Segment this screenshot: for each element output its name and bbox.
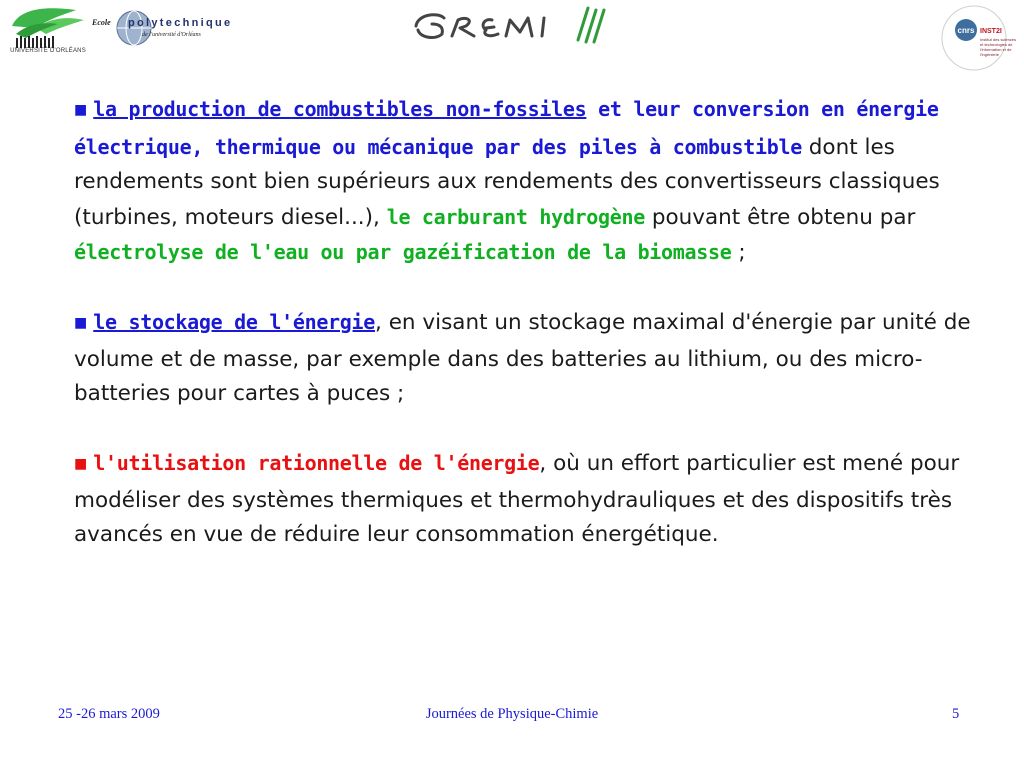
footer-event: Journées de Physique-Chimie [425, 706, 599, 722]
link-production[interactable]: la production de combustibles non-fossiles [93, 97, 587, 121]
footer-date: 25 -26 mars 2009 [58, 706, 160, 722]
cnrs-inst-sub: Institut des sciences et technologies de l'information et de l'ingénierie [980, 37, 1017, 57]
emph-utilisation: l'utilisation rationnelle de l'énergie [93, 451, 540, 475]
bullet-icon: ■ [74, 456, 88, 472]
footer-page-number: 5 [952, 706, 960, 722]
emph-electrolyse: électrolyse de l'eau ou par gazéification de la biomasse [74, 240, 732, 264]
university-logo [6, 4, 90, 62]
emph-hydrogene: le carburant hydrogène [386, 204, 646, 229]
polytech-sub: de l'université d'Orléans [142, 32, 201, 38]
polytech-word: polytechnique [128, 17, 233, 29]
cnrs-inst: INST2I [980, 28, 1002, 35]
text-rendements: dont les rendements sont bien supérieurs aux rendements des convertisseurs classiques (turbines, moteurs diesel...), [74, 134, 940, 230]
paragraph-utilisation [74, 446, 974, 553]
emph-conversion: et leur conversion en énergie électrique, thermique ou mécanique par des piles à combustible [74, 97, 939, 159]
polytech-logo [92, 8, 233, 48]
gremi-logo [408, 2, 614, 48]
slide-body [74, 92, 974, 553]
text-semicolon: ; [731, 240, 746, 265]
cnrs-logo [928, 2, 1020, 72]
bullet-icon: ■ [74, 315, 88, 331]
bullet-icon: ■ [74, 102, 88, 118]
gremi-wordmark-icon [408, 2, 614, 48]
university-emblem-icon [6, 4, 90, 50]
cnrs-brand: cnrs [957, 26, 975, 35]
link-stockage[interactable]: le stockage de l'énergie [93, 310, 376, 334]
text-obtenu: pouvant être obtenu par [645, 204, 916, 230]
text-utilisation: , où un effort particulier est mené pour modéliser des systèmes thermiques et thermohydrauliques et des dispositifs très avancés en vue de réduire leur consommation énergétique. [74, 451, 960, 547]
polytech-ecole: Ecole [92, 18, 111, 27]
paragraph-stockage [74, 305, 974, 412]
text-stockage: , en visant un stockage maximal d'énergie par unité de volume et de masse, par exemple dans des batteries au lithium, ou des micro-batteries pour cartes à puces ; [74, 310, 971, 406]
university-caption: UNIVERSITÉ D'ORLÉANS [10, 48, 86, 54]
paragraph-production [74, 92, 974, 271]
